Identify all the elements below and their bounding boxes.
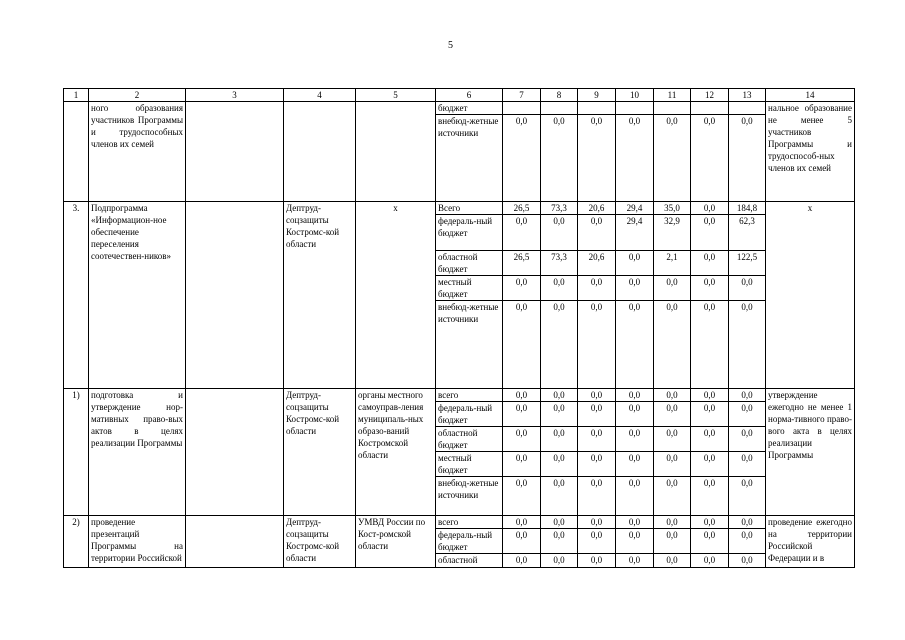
value-cell: 0,0 xyxy=(616,301,654,389)
value-cell: 0,0 xyxy=(616,477,654,516)
value-cell: 0,0 xyxy=(503,276,541,301)
funding-source: внебюд-жетные источники xyxy=(436,301,503,389)
value-cell: 0,0 xyxy=(691,516,729,529)
value-cell xyxy=(616,102,654,115)
objective xyxy=(186,389,284,516)
header-cell: 6 xyxy=(436,89,503,102)
value-cell: 0,0 xyxy=(578,554,616,568)
table-row xyxy=(64,102,855,115)
value-cell: 0,0 xyxy=(541,402,578,427)
value-cell: 0,0 xyxy=(616,529,654,554)
value-cell: 0,0 xyxy=(541,529,578,554)
funding-source: областной бюджет xyxy=(436,427,503,452)
value-cell: 0,0 xyxy=(654,301,691,389)
value-cell: 0,0 xyxy=(541,554,578,568)
value-cell: 0,0 xyxy=(578,477,616,516)
objective xyxy=(186,202,284,389)
funding-source: федераль-ный бюджет xyxy=(436,402,503,427)
value-cell: 0,0 xyxy=(541,427,578,452)
value-cell: 73,3 xyxy=(541,202,578,215)
value-cell: 0,0 xyxy=(578,402,616,427)
value-cell: 26,5 xyxy=(503,202,541,215)
responsible-executor xyxy=(284,102,356,202)
value-cell: 0,0 xyxy=(503,427,541,452)
value-cell: 0,0 xyxy=(729,276,766,301)
value-cell: 20,6 xyxy=(578,202,616,215)
value-cell: 0,0 xyxy=(691,427,729,452)
page-number: 5 xyxy=(448,40,453,51)
value-cell: 0,0 xyxy=(503,529,541,554)
activity-name: ного образования участников Программы и трудоспособных членов их семей xyxy=(89,102,186,202)
value-cell: 0,0 xyxy=(541,115,578,202)
expected-result: нальное образование не менее 5 участников Программы и трудоспособ-ных членов их семей xyxy=(766,102,855,202)
responsible-executor: Дептруд-соцзащиты Костромс-кой области xyxy=(284,516,356,568)
value-cell: 0,0 xyxy=(691,452,729,477)
value-cell: 122,5 xyxy=(729,251,766,276)
funding-source: областной xyxy=(436,554,503,568)
value-cell: 0,0 xyxy=(616,389,654,402)
value-cell: 0,0 xyxy=(729,477,766,516)
value-cell xyxy=(691,102,729,115)
value-cell: 0,0 xyxy=(541,215,578,251)
value-cell: 0,0 xyxy=(503,215,541,251)
co-executor: органы местного самоуправ-ления муниципаль-ных образо-ваний Костромской области xyxy=(356,389,436,516)
responsible-executor: Дептруд-соцзащиты Костромс-кой области xyxy=(284,202,356,389)
value-cell: 0,0 xyxy=(541,516,578,529)
header-cell: 10 xyxy=(616,89,654,102)
value-cell: 0,0 xyxy=(691,276,729,301)
value-cell: 20,6 xyxy=(578,251,616,276)
value-cell: 0,0 xyxy=(654,554,691,568)
value-cell: 32,9 xyxy=(654,215,691,251)
value-cell: 0,0 xyxy=(578,529,616,554)
value-cell: 0,0 xyxy=(541,276,578,301)
value-cell: 0,0 xyxy=(729,115,766,202)
header-cell: 9 xyxy=(578,89,616,102)
value-cell: 0,0 xyxy=(503,115,541,202)
value-cell xyxy=(729,102,766,115)
activity-name: проведение презентаций Программы на территории Российской xyxy=(89,516,186,568)
value-cell: 0,0 xyxy=(503,554,541,568)
value-cell xyxy=(654,102,691,115)
value-cell: 0,0 xyxy=(541,477,578,516)
value-cell: 0,0 xyxy=(729,516,766,529)
value-cell: 0,0 xyxy=(729,301,766,389)
value-cell: 0,0 xyxy=(503,301,541,389)
funding-source: местный бюджет xyxy=(436,452,503,477)
objective xyxy=(186,516,284,568)
value-cell: 0,0 xyxy=(541,389,578,402)
value-cell xyxy=(578,102,616,115)
value-cell: 184,8 xyxy=(729,202,766,215)
co-executor xyxy=(356,102,436,202)
value-cell: 0,0 xyxy=(616,251,654,276)
funding-source: всего xyxy=(436,516,503,529)
funding-source: Всего xyxy=(436,202,503,215)
header-cell: 4 xyxy=(284,89,356,102)
header-cell: 8 xyxy=(541,89,578,102)
activity-name: подготовка и утверждение нор-мативных право-вых актов в целях реализации Программы xyxy=(89,389,186,516)
header-cell: 7 xyxy=(503,89,541,102)
responsible-executor: Дептруд-соцзащиты Костромс-кой области xyxy=(284,389,356,516)
header-cell: 5 xyxy=(356,89,436,102)
header-cell: 1 xyxy=(64,89,89,102)
funding-source: федераль-ный бюджет xyxy=(436,529,503,554)
value-cell: 0,0 xyxy=(691,115,729,202)
value-cell: 0,0 xyxy=(729,529,766,554)
program-table xyxy=(63,88,855,568)
value-cell: 0,0 xyxy=(503,516,541,529)
co-executor: УМВД России по Кост-ромской области xyxy=(356,516,436,568)
value-cell: 0,0 xyxy=(578,301,616,389)
value-cell: 0,0 xyxy=(654,402,691,427)
value-cell: 0,0 xyxy=(616,452,654,477)
value-cell: 0,0 xyxy=(578,427,616,452)
value-cell: 0,0 xyxy=(654,477,691,516)
value-cell: 0,0 xyxy=(654,427,691,452)
table-row xyxy=(64,389,855,402)
value-cell: 0,0 xyxy=(729,402,766,427)
table-row xyxy=(64,516,855,529)
value-cell xyxy=(503,102,541,115)
value-cell: 0,0 xyxy=(616,427,654,452)
value-cell: 0,0 xyxy=(578,452,616,477)
value-cell xyxy=(541,102,578,115)
value-cell: 0,0 xyxy=(691,402,729,427)
header-cell: 14 xyxy=(766,89,855,102)
value-cell: 29,4 xyxy=(616,215,654,251)
value-cell: 29,4 xyxy=(616,202,654,215)
value-cell: 0,0 xyxy=(654,516,691,529)
value-cell: 0,0 xyxy=(654,529,691,554)
funding-source: местный бюджет xyxy=(436,276,503,301)
expected-result: проведение ежегодно на территории Российской Федерации и в xyxy=(766,516,855,568)
value-cell: 26,5 xyxy=(503,251,541,276)
funding-source: областной бюджет xyxy=(436,251,503,276)
value-cell: 0,0 xyxy=(503,452,541,477)
value-cell: 0,0 xyxy=(503,389,541,402)
value-cell: 0,0 xyxy=(578,276,616,301)
value-cell: 0,0 xyxy=(616,554,654,568)
value-cell: 0,0 xyxy=(503,477,541,516)
value-cell: 0,0 xyxy=(578,115,616,202)
value-cell: 62,3 xyxy=(729,215,766,251)
value-cell: 0,0 xyxy=(729,427,766,452)
value-cell: 0,0 xyxy=(616,115,654,202)
funding-source: федераль-ный бюджет xyxy=(436,215,503,251)
value-cell: 0,0 xyxy=(654,452,691,477)
expected-result: х xyxy=(766,202,855,389)
funding-source: бюджет xyxy=(436,102,503,115)
value-cell: 0,0 xyxy=(691,251,729,276)
header-cell: 13 xyxy=(729,89,766,102)
value-cell: 0,0 xyxy=(578,389,616,402)
value-cell: 0,0 xyxy=(691,301,729,389)
value-cell: 0,0 xyxy=(691,477,729,516)
value-cell: 0,0 xyxy=(654,276,691,301)
value-cell: 0,0 xyxy=(654,115,691,202)
table-row xyxy=(64,202,855,215)
header-row xyxy=(64,89,855,102)
header-cell: 3 xyxy=(186,89,284,102)
value-cell: 0,0 xyxy=(691,202,729,215)
co-executor: х xyxy=(356,202,436,389)
value-cell: 0,0 xyxy=(616,276,654,301)
row-number: 2) xyxy=(64,516,89,568)
value-cell: 2,1 xyxy=(654,251,691,276)
value-cell: 0,0 xyxy=(654,389,691,402)
value-cell: 0,0 xyxy=(616,402,654,427)
header-cell: 12 xyxy=(691,89,729,102)
funding-source: внебюд-жетные источники xyxy=(436,477,503,516)
value-cell: 0,0 xyxy=(691,389,729,402)
value-cell: 0,0 xyxy=(541,301,578,389)
row-number: 3. xyxy=(64,202,89,389)
objective xyxy=(186,102,284,202)
value-cell: 0,0 xyxy=(691,529,729,554)
value-cell: 0,0 xyxy=(541,452,578,477)
row-number xyxy=(64,102,89,202)
header-cell: 11 xyxy=(654,89,691,102)
value-cell: 0,0 xyxy=(729,389,766,402)
value-cell: 35,0 xyxy=(654,202,691,215)
row-number: 1) xyxy=(64,389,89,516)
value-cell: 0,0 xyxy=(729,452,766,477)
funding-source: всего xyxy=(436,389,503,402)
value-cell: 0,0 xyxy=(691,215,729,251)
value-cell: 73,3 xyxy=(541,251,578,276)
expected-result: утверждение ежегодно не менее 1 норма-тивного право-вого акта в целях реализации Программы xyxy=(766,389,855,516)
value-cell: 0,0 xyxy=(503,402,541,427)
activity-name: Подпрограмма «Информацион-ное обеспечение переселения соотечествен-ников» xyxy=(89,202,186,389)
value-cell: 0,0 xyxy=(578,215,616,251)
value-cell: 0,0 xyxy=(616,516,654,529)
value-cell: 0,0 xyxy=(729,554,766,568)
value-cell: 0,0 xyxy=(578,516,616,529)
header-cell: 2 xyxy=(89,89,186,102)
funding-source: внебюд-жетные источники xyxy=(436,115,503,202)
value-cell: 0,0 xyxy=(691,554,729,568)
